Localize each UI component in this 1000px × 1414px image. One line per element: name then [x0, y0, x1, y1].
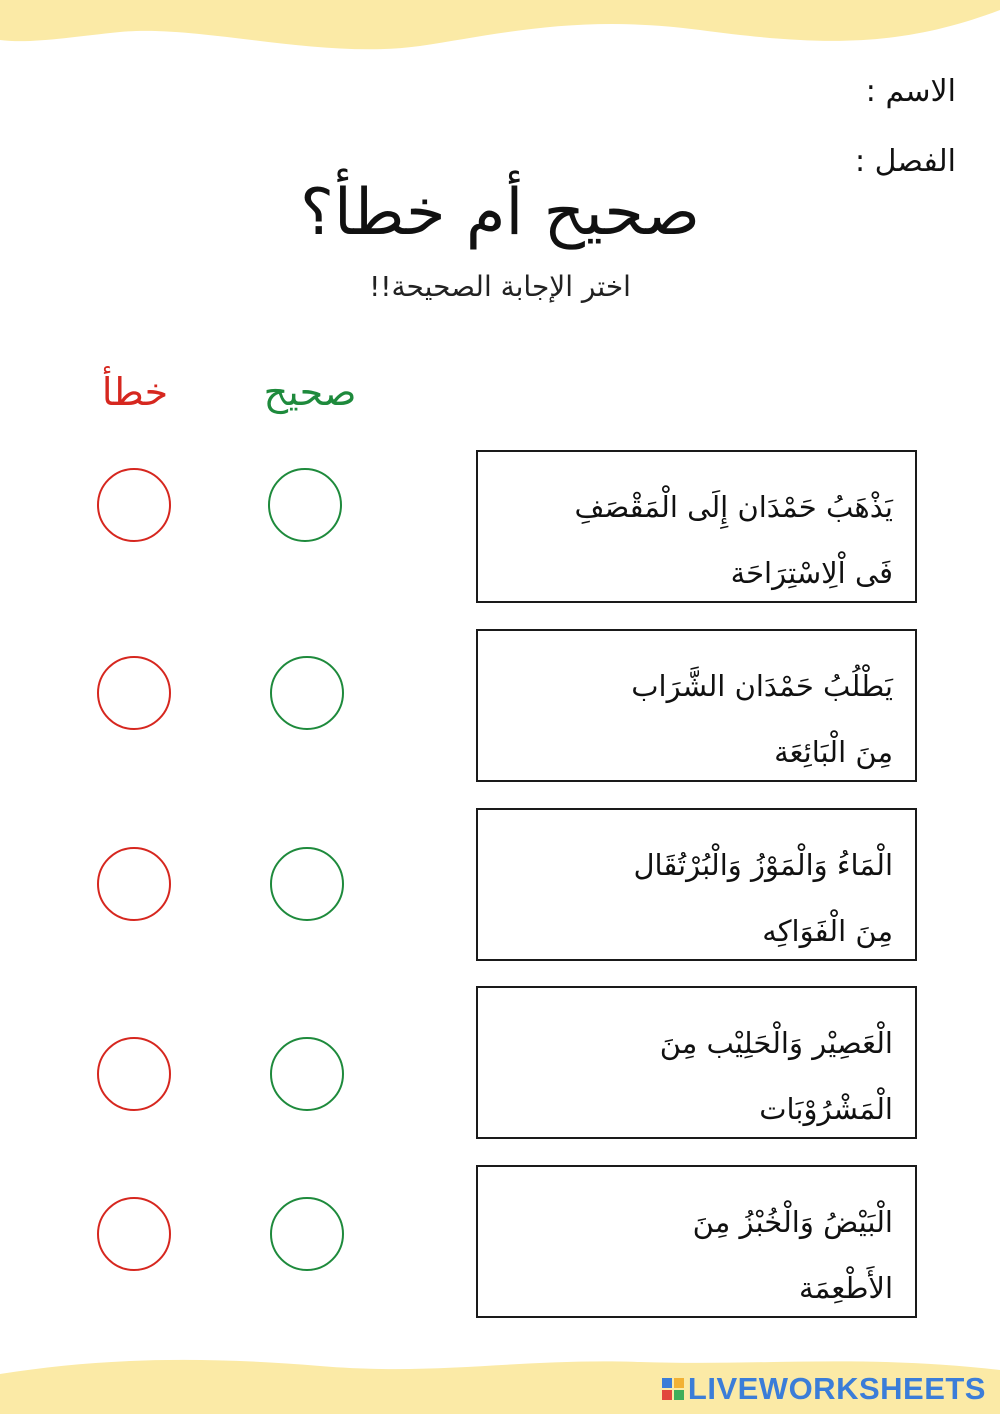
question-3-false-radio[interactable]	[97, 847, 171, 921]
question-4-true-radio[interactable]	[270, 1037, 344, 1111]
page-subtitle: اختر الإجابة الصحيحة!!	[369, 270, 631, 303]
question-2-false-radio[interactable]	[97, 656, 171, 730]
question-box-3	[476, 808, 917, 961]
brand-text: LIVEWORKSHEETS	[687, 1371, 986, 1406]
question-1-line-2: فَى اْلِاسْتِرَاحَة	[730, 556, 893, 590]
page-title: صحيح أم خطأ؟	[300, 176, 700, 250]
question-3-line-2: مِنَ الْفَوَاكِه	[762, 914, 893, 948]
false-column-header: خطأ	[101, 370, 169, 414]
class-field-label: الفصل :	[854, 144, 956, 179]
question-box-1	[476, 450, 917, 603]
question-box-2	[476, 629, 917, 782]
question-box-5	[476, 1165, 917, 1318]
question-2-true-radio[interactable]	[270, 656, 344, 730]
question-5-true-radio[interactable]	[270, 1197, 344, 1271]
question-3-line-1: الْمَاءُ وَالْمَوْزُ وَالْبُرْتُقَال	[633, 848, 893, 882]
question-2-line-2: مِنَ الْبَائِعَة	[774, 735, 893, 769]
question-5-line-1: الْبَيْضُ وَالْخُبْزُ مِنَ	[692, 1205, 893, 1239]
question-3-true-radio[interactable]	[270, 847, 344, 921]
question-1-false-radio[interactable]	[97, 468, 171, 542]
true-column-header: صحيح	[263, 370, 357, 414]
question-4-line-2: الْمَشْرُوْبَات	[759, 1092, 893, 1126]
question-4-line-1: الْعَصِيْر وَالْحَلِيْب مِنَ	[659, 1026, 893, 1060]
question-box-4	[476, 986, 917, 1139]
liveworksheets-brand[interactable]	[662, 1371, 986, 1407]
question-1-line-1: يَذْهَبُ حَمْدَان إِلَى الْمَقْصَفِ	[574, 490, 893, 524]
question-1-true-radio[interactable]	[268, 468, 342, 542]
question-5-false-radio[interactable]	[97, 1197, 171, 1271]
name-field-label: الاسم :	[865, 74, 956, 109]
question-5-line-2: الأَطْعِمَة	[799, 1271, 893, 1305]
liveworksheets-logo-icon	[662, 1378, 684, 1400]
top-wave-decoration	[0, 0, 1000, 60]
question-2-line-1: يَطْلُبُ حَمْدَان الشَّرَاب	[631, 669, 893, 703]
question-4-false-radio[interactable]	[97, 1037, 171, 1111]
